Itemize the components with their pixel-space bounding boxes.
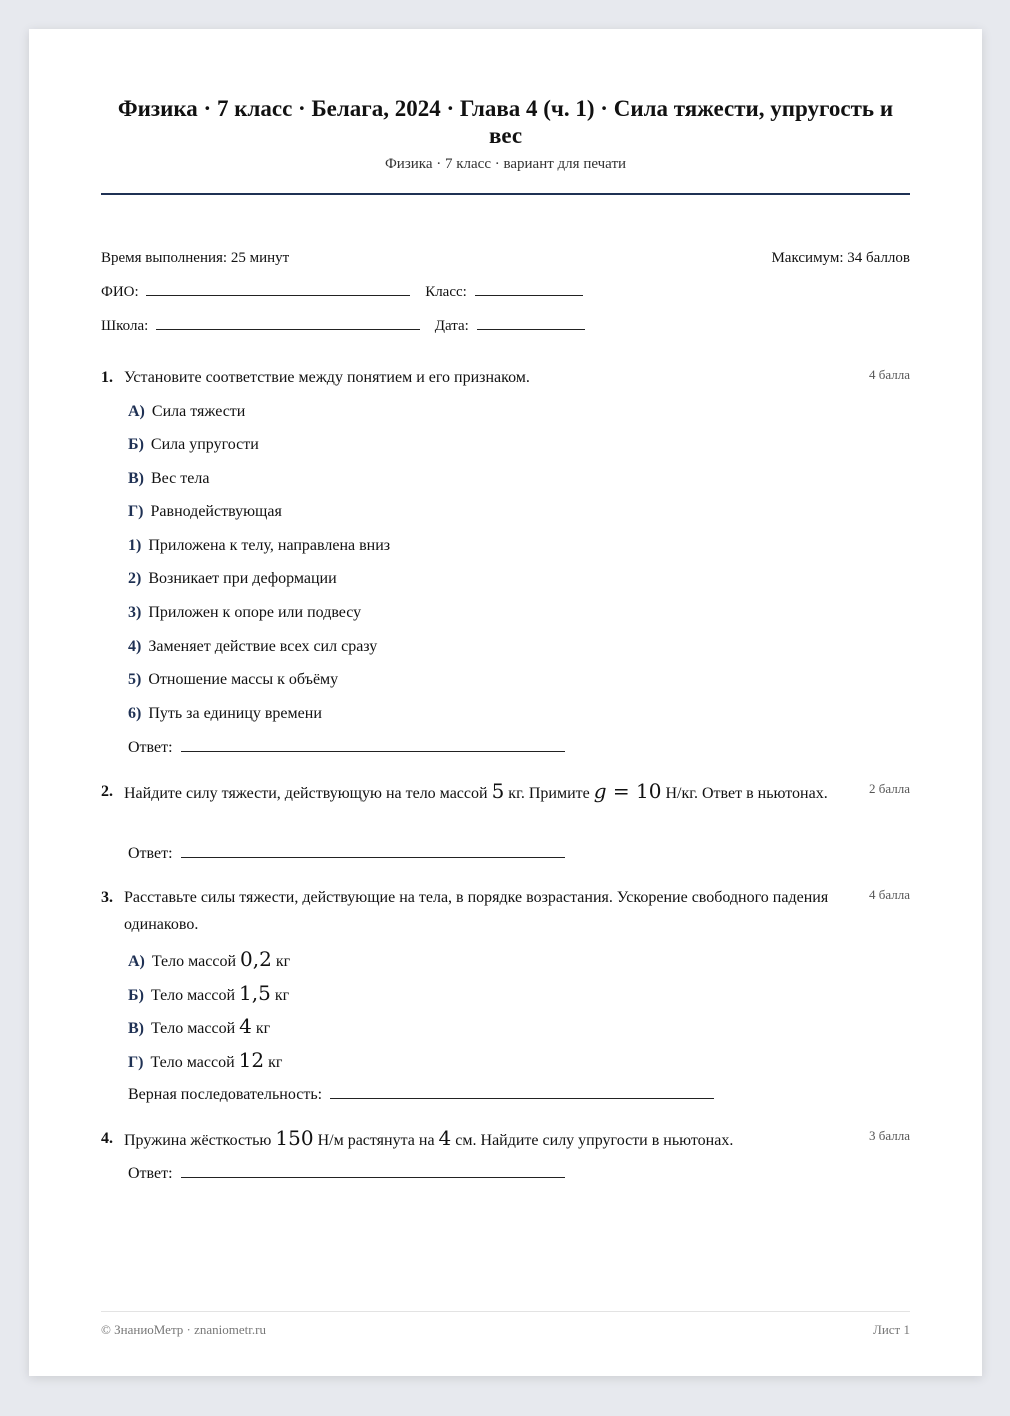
option-key: А) [128,403,145,420]
question-number: 4. [101,1130,113,1147]
option-text: Сила тяжести [151,403,246,420]
option-text: Приложена к телу, направлена вниз [148,537,391,554]
question-text: Установите соответствие между понятием и его признаком. [124,369,530,386]
option-5 [128,669,338,691]
school-input-line[interactable] [156,315,420,330]
fio-input-line[interactable] [146,281,410,296]
question-points: 4 балла [869,887,910,902]
option-g [128,501,282,523]
title-divider [101,193,910,195]
fio-label: ФИО: [101,284,139,300]
time-max-row [101,248,910,268]
option-prefix: Тело массой [150,1054,235,1071]
option-key: Г) [128,1054,144,1071]
question-number: 2. [101,783,113,800]
option-b [128,982,289,1007]
question-text-part: Пружина жёсткостью [124,1132,276,1149]
question-text: Расставьте силы тяжести, действующие на тела, в порядке возрастания. Ускорение свободного падения одинаково. [124,889,829,933]
math-value: = 10 [606,779,662,803]
option-key: 1) [128,537,142,554]
question-text-part: Найдите силу тяжести, действующую на тело массой [124,785,492,802]
footer-divider [101,1311,910,1312]
answer-row [128,1163,565,1185]
option-key: Б) [128,987,144,1004]
answer-label: Верная последовательность: [128,1086,323,1103]
option-unit: кг [274,987,290,1004]
option-key: 4) [128,638,142,655]
question-number: 3. [101,889,113,906]
option-key: 5) [128,671,142,688]
option-unit: кг [275,953,291,970]
question-points: 2 балла [869,781,910,796]
math-symbol: g [593,779,607,803]
question-text-part: Н/кг. Ответ в ньютонах. [661,785,828,802]
option-text: Заменяет действие всех сил сразу [148,638,378,655]
option-text: Приложен к опоре или подвесу [148,604,362,621]
class-field [425,281,582,302]
question-header [101,884,910,938]
question-text-part: Н/м растянута на [313,1132,439,1149]
option-key: В) [128,1020,144,1037]
page-number: Лист 1 [873,1322,910,1337]
fio-field [101,281,410,302]
answer-input-line[interactable] [330,1084,714,1099]
answer-input-line[interactable] [181,1163,565,1178]
question-number: 1. [101,369,113,386]
option-unit: кг [255,1020,271,1037]
option-text: Возникает при деформации [148,570,337,587]
option-a [128,401,245,423]
answer-label: Ответ: [128,739,173,756]
option-text: Отношение массы к объёму [148,671,339,688]
option-key: 6) [128,705,142,722]
option-key: 3) [128,604,142,621]
max-score: Максимум: 34 баллов [771,250,910,266]
option-key: 2) [128,570,142,587]
math-value: 0,2 [240,947,272,971]
option-4 [128,636,377,658]
answer-input-line[interactable] [181,843,565,858]
option-text: Путь за единицу времени [148,705,322,722]
option-v [128,1015,270,1040]
question-points: 4 балла [869,367,910,382]
class-label: Класс: [425,284,467,300]
fio-class-row [101,281,910,302]
date-field [435,315,585,336]
option-2 [128,568,337,590]
option-a [128,948,290,973]
option-text: Вес тела [151,470,210,487]
question-header [101,1125,910,1154]
page-footer [101,1322,910,1338]
date-label: Дата: [434,318,469,334]
question-header [101,778,910,807]
option-prefix: Тело массой [151,953,237,970]
worksheet-page [29,29,982,1376]
question-header [101,364,910,391]
option-g [128,1049,282,1074]
question-4 [101,1125,910,1182]
footer-copyright: © ЗнаниоМетр · znaniometr.ru [101,1322,266,1337]
answer-label: Ответ: [128,1165,173,1182]
answer-row [128,1084,714,1106]
option-3 [128,602,361,624]
math-value: 12 [238,1048,265,1072]
option-1 [128,535,390,557]
question-text-part: см. Найдите силу упругости в ньютонах. [451,1132,734,1149]
question-text-part: кг. Примите [504,785,594,802]
math-value: 150 [275,1126,314,1150]
time-limit: Время выполнения: 25 минут [101,250,290,266]
question-points: 3 балла [869,1128,910,1143]
answer-row [128,843,565,865]
option-b [128,434,259,456]
option-key: Г) [128,503,144,520]
page-subtitle: Физика · 7 класс · вариант для печати [384,156,627,172]
question-2 [101,778,910,862]
option-6 [128,703,322,725]
option-prefix: Тело массой [151,1020,236,1037]
option-unit: кг [268,1054,283,1071]
math-value: 4 [239,1014,252,1038]
school-field [101,315,420,336]
answer-label: Ответ: [128,845,173,862]
option-text: Равнодействующая [150,503,282,520]
answer-input-line[interactable] [181,737,565,752]
option-text: Сила упругости [150,436,259,453]
answer-row [128,737,565,759]
option-prefix: Тело массой [150,987,236,1004]
option-v [128,468,209,490]
option-key: В) [128,470,144,487]
math-value: 4 [438,1126,452,1150]
question-3 [101,884,910,1103]
option-key: Б) [128,436,144,453]
school-label: Школа: [101,318,149,334]
option-key: А) [128,953,145,970]
question-1 [101,364,910,756]
school-date-row [101,315,910,336]
class-input-line[interactable] [475,281,583,296]
math-value: 5 [491,779,505,803]
page-title: Физика · 7 класс · Белага, 2024 · Глава 4 (ч. 1) · Сила тяжести, упругость и вес [117,96,894,148]
math-value: 1,5 [239,981,271,1005]
date-input-line[interactable] [477,315,585,330]
